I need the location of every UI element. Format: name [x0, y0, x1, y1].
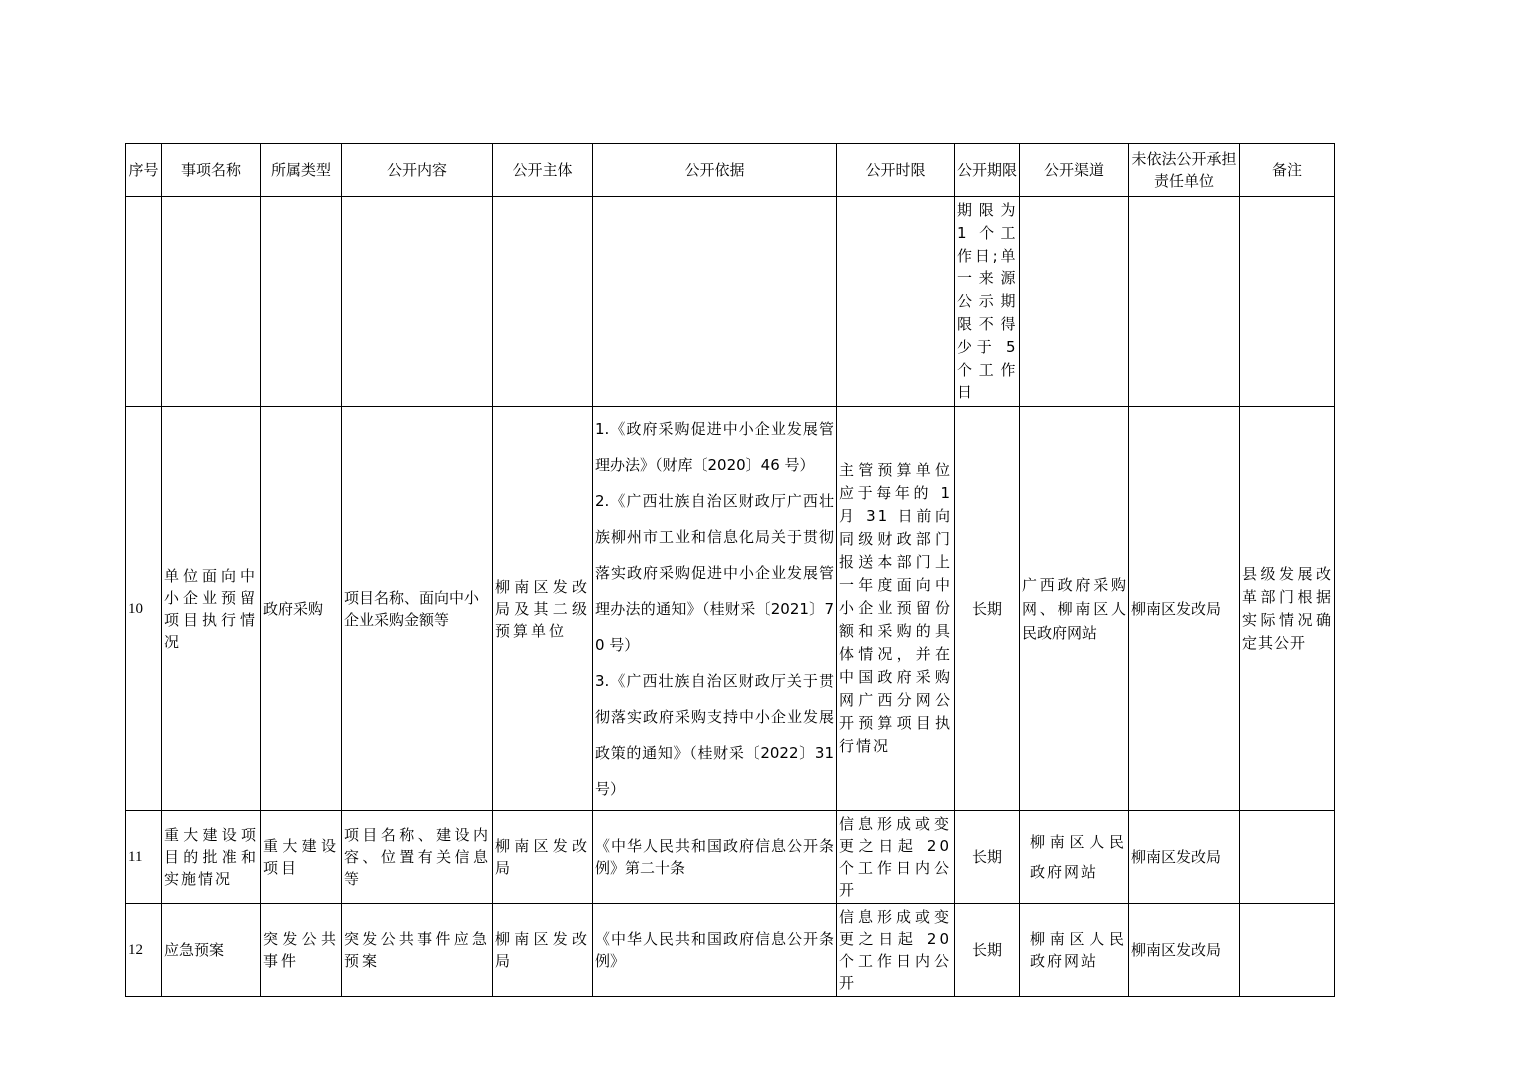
row-responsible: 柳南区发改局 — [1129, 904, 1240, 997]
row-channel: 广西政府采购网、柳南区人民政府网站 — [1020, 407, 1129, 811]
row-item: 应急预案 — [162, 904, 261, 997]
row-subject: 柳南区发改局 — [493, 904, 593, 997]
row-type: 重大建设项目 — [261, 811, 342, 904]
continuation-period-note: 期限为 1 个工作日;单一来源公示期限不得少于 5 个工作日 — [955, 197, 1020, 407]
table-row — [126, 904, 1335, 997]
row-remark: 县级发展改革部门根据实际情况确定其公开 — [1240, 407, 1335, 811]
row-responsible: 柳南区发改局 — [1129, 407, 1240, 811]
row-no: 10 — [126, 407, 162, 811]
row-period: 长期 — [955, 407, 1020, 811]
row-no: 12 — [126, 904, 162, 997]
row-remark — [1240, 904, 1335, 997]
row-content: 项目名称、面向中小企业采购金额等 — [342, 407, 493, 811]
row-period: 长期 — [955, 904, 1020, 997]
row-type: 突发公共事件 — [261, 904, 342, 997]
row-type: 政府采购 — [261, 407, 342, 811]
header-basis: 公开依据 — [593, 144, 837, 197]
header-type: 所属类型 — [261, 144, 342, 197]
header-item: 事项名称 — [162, 144, 261, 197]
row-basis — [593, 811, 837, 904]
basis-item: 3.《广西壮族自治区财政厅关于贯彻落实政府采购支持中小企业发展政策的通知》（桂财采〔2022〕31 号） — [595, 671, 834, 798]
row-subject: 柳南区发改局及其二级预算单位 — [493, 407, 593, 811]
header-period: 公开期限 — [955, 144, 1020, 197]
table-row — [126, 407, 1335, 811]
header-responsible: 未依法公开承担责任单位 — [1129, 144, 1240, 197]
row-subject: 柳南区发改局 — [493, 811, 593, 904]
basis-item: 2.《广西壮族自治区财政厅广西壮族柳州市工业和信息化局关于贯彻落实政府采购促进中小企业发展管理办法的通知》（桂财采〔2021〕70 号） — [595, 491, 834, 654]
header-row — [126, 144, 1335, 197]
row-remark — [1240, 811, 1335, 904]
row-content: 突发公共事件应急预案 — [342, 904, 493, 997]
row-no: 11 — [126, 811, 162, 904]
table-row — [126, 811, 1335, 904]
row-time-limit: 信息形成或变更之日起 20 个工作日内公开 — [837, 904, 955, 997]
basis-item: 《中华人民共和国政府信息公开条例》 — [595, 930, 834, 971]
row-period: 长期 — [955, 811, 1020, 904]
header-no: 序号 — [126, 144, 162, 197]
disclosure-table — [125, 143, 1335, 997]
header-content: 公开内容 — [342, 144, 493, 197]
header-time-limit: 公开时限 — [837, 144, 955, 197]
header-channel: 公开渠道 — [1020, 144, 1129, 197]
row-basis — [593, 904, 837, 997]
row-responsible: 柳南区发改局 — [1129, 811, 1240, 904]
row-item: 重大建设项目的批准和实施情况 — [162, 811, 261, 904]
basis-item: 《中华人民共和国政府信息公开条例》第二十条 — [595, 837, 834, 878]
row-time-limit: 信息形成或变更之日起 20 个工作日内公开 — [837, 811, 955, 904]
row-channel: 柳南区人民政府网站 — [1020, 904, 1129, 997]
continuation-row — [126, 197, 1335, 407]
header-remark: 备注 — [1240, 144, 1335, 197]
row-basis — [593, 407, 837, 811]
row-time-limit: 主管预算单位应于每年的 1 月 31 日前向同级财政部门报送本部门上一年度面向中小企业预留份额和采购的具体情况，并在中国政府采购网广西分网公开预算项目执行情况 — [837, 407, 955, 811]
row-item: 单位面向中小企业预留项目执行情况 — [162, 407, 261, 811]
row-channel: 柳南区人民政府网站 — [1020, 811, 1129, 904]
header-subject: 公开主体 — [493, 144, 593, 197]
row-content: 项目名称、建设内容、位置有关信息等 — [342, 811, 493, 904]
basis-item: 1.《政府采购促进中小企业发展管理办法》（财库〔2020〕46 号） — [595, 419, 834, 474]
